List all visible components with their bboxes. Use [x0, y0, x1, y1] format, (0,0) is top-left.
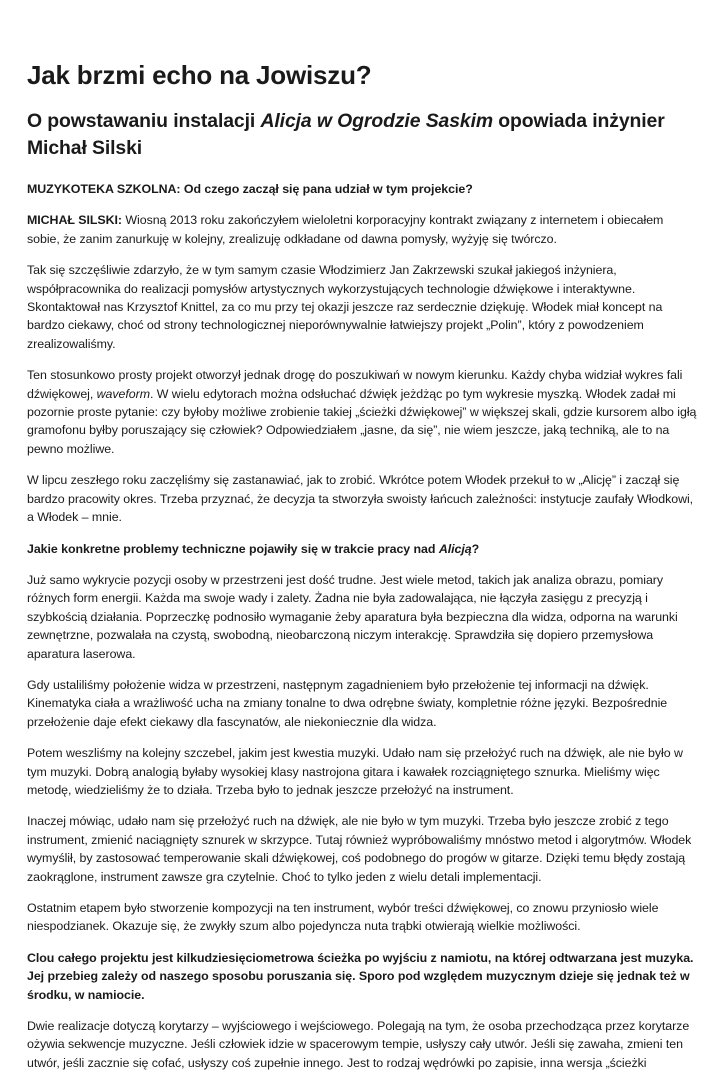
answer-paragraph-6: Gdy ustaliliśmy położenie widza w przestrzeni, następnym zagadnieniem było przełożenie tej informacji na dźwięk. Kinematyka ciała a wrażliwość ucha na zmiany tonalne to dwa odrębne światy, kompletnie różne języki. Bezpośrednie przełożenie daje efekt ciekawy dla fascynatów, ale niekoniecznie dla widza.: [27, 677, 668, 729]
answer-paragraph-2: Tak się szczęśliwie zdarzyło, że w tym samym czasie Włodzimierz Jan Zakrzewski szukał jakiegoś inżyniera, współpracownika do realizacji pomysłów artystycznych wykorzystujących technologie dźwiękowe i interaktywne. Skontaktował nas Krzysztof Knittel, za co mu przy tej okazji jeszcze raz serdecznie dziękuję. Włodek miał koncept na bardzo ciekawy, choć od strony technologicznej nieporównywalnie łatwiejszy projekt „Polin”, który z powodzeniem zrealizowaliśmy.: [27, 263, 663, 351]
subtitle-text-end: opowiada inżynier Michał Silski: [27, 110, 665, 159]
answer-paragraph-4: W lipcu zeszłego roku zaczęliśmy się zastanawiać, jak to zrobić. Wkrótce potem Włodek przekuł to w „Alicję” i zaczął się bardzo pracowity okres. Trzeba przyznać, że decyzja ta stworzyła swoisty łańcuch zależności: instytucje zaufały Włodkowi, a Włodek – mnie.: [27, 473, 694, 525]
italic-term: waveform: [96, 386, 150, 401]
answer-paragraph-3: [27, 366, 699, 458]
answer-paragraph-9: Ostatnim etapem było stworzenie kompozycji na ten instrument, wybór treści dźwiękowej, co znowu przyniosło wiele niespodzianek. Okazuje się, że zwykły szum albo pojedyncza nuta trąbki otwierają wielkie możliwości.: [27, 901, 659, 934]
answer-paragraph-8: Inaczej mówiąc, udało nam się przełożyć ruch na dźwięk, ale nie było w tym muzyki. Trzeba było jeszcze zrobić z tego instrument, zmienić naciągnięty sznurek w skrzypce. Tutaj również wypróbowaliśmy mnóstwo metod i algorytmów. Włodek wymyślił, by zastosować temperowanie skali dźwiękowej, coś podobnego do progów w gitarze. Dzięki temu błędy zostają zaokrąglone, instrument zawsze gra czytelnie. Choć to tylko jeden z wielu detali implementacji.: [27, 814, 692, 884]
answer-paragraph-7: Potem weszliśmy na kolejny szczebel, jakim jest kwestia muzyki. Udało nam się przełożyć ruch na dźwięk, ale nie było w tym muzyki. Dobrą analogią byłaby wysokiej klasy nastrojona gitara i kawałek rozciągniętego sznurka. Mieliśmy więc metodę, wiedzieliśmy że to działa. Trzeba było to jednak jeszcze przełożyć na instrument.: [27, 746, 683, 797]
question-italic: Alicją: [438, 541, 472, 556]
speaker-label: MICHAŁ SILSKI:: [27, 213, 122, 228]
article: [27, 58, 699, 1085]
question-text: Jakie konkretne problemy techniczne pojawiły się w trakcie pracy nad: [27, 541, 439, 556]
answer-text: Wiosną 2013 roku zakończyłem wieloletni korporacyjny kontrakt związany z internetem i obiecałem sobie, że zanim zanurkuję w kolejny, zrealizuję odkładane od dawna pomysły, wyżyję się twórczo.: [27, 213, 664, 246]
subtitle-text: O powstawaniu instalacji: [27, 110, 261, 132]
article-subtitle: [27, 108, 699, 162]
answer-paragraph-11: Dwie realizacje dotyczą korytarzy – wyjściowego i wejściowego. Polegają na tym, że osoba przechodząca przez korytarze ożywia sekwencje muzyczne. Jeśli człowiek idzie w spacerowym tempie, usłyszy cały utwór. Jeśli się zawaha, zmieni ten utwór, jeśli zacznie się cofać, usłyszy coś zupełnie innego. Jest to rodzaj wędrówki po zapisie, inna wersja „ścieżki: [27, 1019, 690, 1070]
paragraph-text: Ten stosunkowo prosty projekt otworzył jednak drogę do poszukiwań w nowym kierunku. Każdy chyba widział wykres fali dźwiękowej,: [27, 368, 683, 401]
answer-paragraph-1: [27, 211, 699, 248]
question-1: MUZYKOTEKA SZKOLNA: Od czego zaczął się pana udział w tym projekcie?: [27, 182, 473, 196]
subtitle-italic-title: Alicja w Ogrodzie Saskim: [260, 110, 494, 132]
article-title: Jak brzmi echo na Jowiszu?: [27, 60, 372, 90]
question-text-end: ?: [471, 541, 480, 556]
bold-paragraph: Clou całego projektu jest kilkudziesięciometrowa ścieżka po wyjściu z namiotu, na której odtwarzana jest muzyka. Jej przebieg zależy od naszego sposobu poruszania się. Sporo pod względem muzycznym dzieje się jednak też w środku, w namiocie.: [27, 950, 694, 1002]
answer-paragraph-5: Już samo wykrycie pozycji osoby w przestrzeni jest dość trudne. Jest wiele metod, takich jak analiza obrazu, pomiary różnych form energii. Każda ma swoje wady i zalety. Żadna nie była zadowalająca, nie łączyła zasięgu z precyzją i szybkością działania. Poprzeczkę podnosiło wymaganie żeby aparatura była bezpieczna dla widza, odporna na warunki zewnętrzne, pozwalała na czystą, swobodną, nieobarczoną niczym interakcję. Sprawdziła się dopiero przemysłowa aparatura laserowa.: [27, 572, 678, 661]
question-2: [27, 540, 699, 558]
paragraph-text-end: . W wielu edytorach można odsłuchać dźwięk jeżdżąc po tym wykresie myszką. Włodek zadał mi pozornie proste pytanie: czy byłoby możliwe zrobienie takiej „ścieżki dźwiękowej” w większej skali, gdzie kursorem albo igłą gramofonu byłby poruszający się człowiek? Odpowiedziałem „jasne, da się”, nie wiem jeszcze, jaką techniką, ale to na pewno możliwe.: [27, 386, 697, 456]
